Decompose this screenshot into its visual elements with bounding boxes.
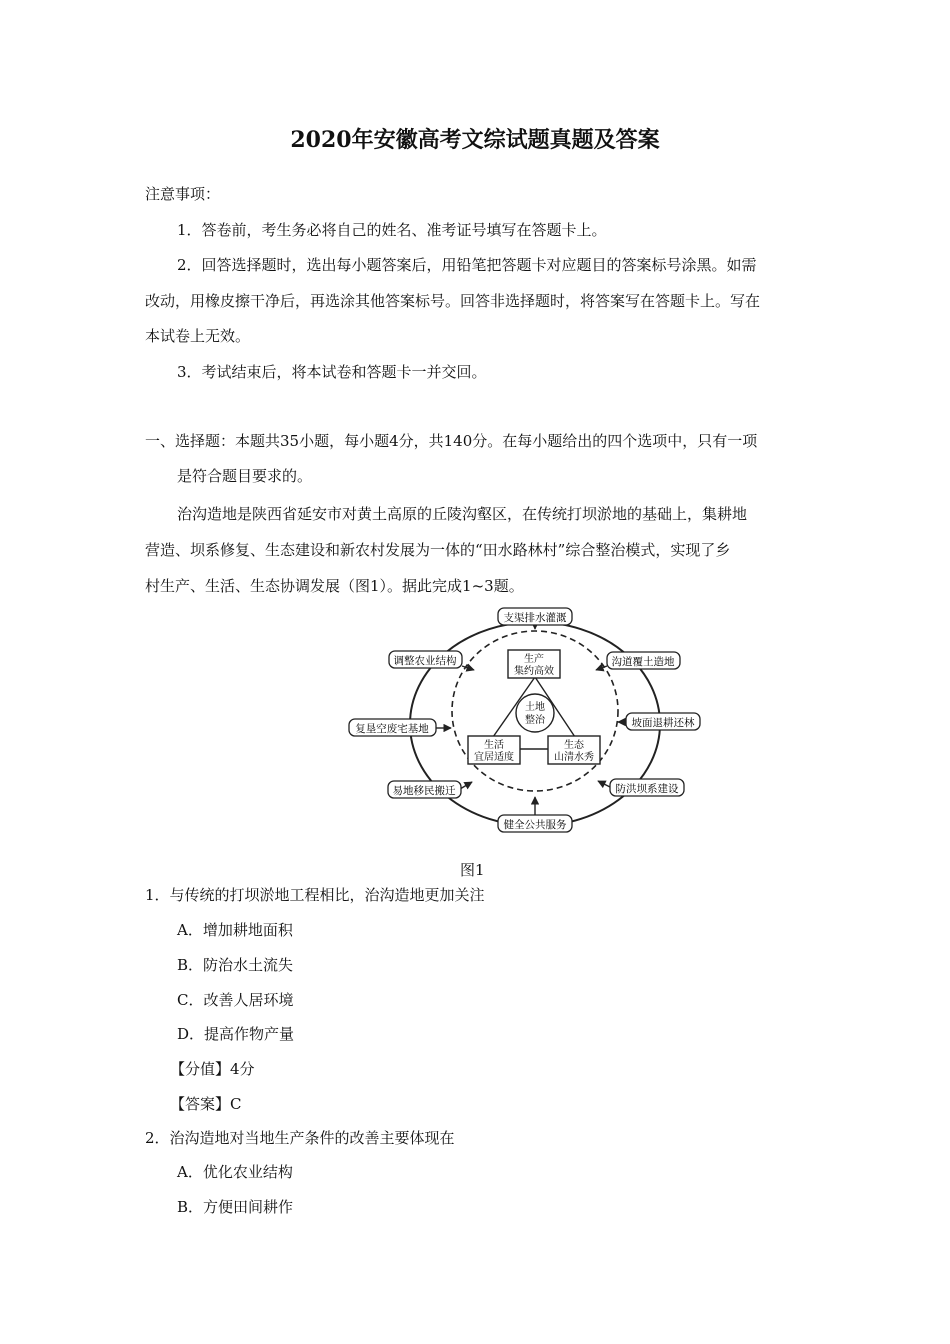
label-top: 支渠排水灌溉 <box>503 612 567 624</box>
question-1-option-b: B．防治水土流失 <box>177 956 294 974</box>
ecology-line-2: 山清水秀 <box>554 752 594 763</box>
question-2-option-b: B．方便田间耕作 <box>177 1198 294 1216</box>
passage-line-1: 治沟造地是陕西省延安市对黄土高原的丘陵沟壑区，在传统打坝淤地的基础上，集耕地 <box>177 505 748 523</box>
notice-item-2-line-1: 2．回答选择题时，选出每小题答案后，用铅笔把答题卡对应题目的答案标号涂黑。如需 <box>177 256 757 274</box>
center-label-line-2: 整治 <box>525 715 545 726</box>
notice-heading: 注意事项： <box>145 185 221 203</box>
question-1-stem: 1．与传统的打坝淤地工程相比，治沟造地更加关注 <box>145 886 485 904</box>
center-label-line-1: 土地 <box>525 702 545 713</box>
question-1-answer: 【答案】C <box>170 1095 242 1113</box>
question-1-option-d: D．提高作物产量 <box>177 1025 295 1043</box>
label-right: 坡面退耕还林 <box>631 717 695 729</box>
label-upper-left: 调整农业结构 <box>393 655 457 667</box>
ecology-line-1: 生态 <box>564 740 584 751</box>
section-heading-line-2: 是符合题目要求的。 <box>177 467 313 485</box>
production-line-1: 生产 <box>524 654 544 665</box>
passage-line-3: 村生产、生活、生态协调发展（图1）。据此完成1~3题。 <box>145 577 524 595</box>
life-line-1: 生活 <box>484 740 504 751</box>
label-left: 复垦空废宅基地 <box>355 723 429 735</box>
page-title: 2020年安徽高考文综试题真题及答案 <box>290 127 660 153</box>
notice-item-3: 3．考试结束后，将本试卷和答题卡一并交回。 <box>177 363 487 381</box>
figure-caption: 图1 <box>460 861 485 879</box>
question-2-stem: 2．治沟造地对当地生产条件的改善主要体现在 <box>145 1129 455 1147</box>
notice-item-1: 1．答卷前，考生务必将自己的姓名、准考证号填写在答题卡上。 <box>177 221 607 239</box>
question-1-score: 【分值】4分 <box>170 1060 255 1078</box>
label-upper-right: 沟道覆土造地 <box>611 656 675 668</box>
question-1-option-a: A．增加耕地面积 <box>177 921 293 939</box>
notice-item-2-line-2: 改动，用橡皮擦干净后，再选涂其他答案标号。回答非选择题时，将答案写在答题卡上。写在 <box>145 292 761 310</box>
life-line-2: 宜居适度 <box>474 752 514 763</box>
label-bottom: 健全公共服务 <box>503 819 567 831</box>
question-2-option-a: A．优化农业结构 <box>177 1163 293 1181</box>
notice-item-2-line-3: 本试卷上无效。 <box>145 327 251 345</box>
question-1-option-c: C．改善人居环境 <box>177 991 294 1009</box>
figure-1-diagram <box>340 600 710 842</box>
label-lower-right: 防洪坝系建设 <box>615 783 679 795</box>
center-circle <box>516 694 554 732</box>
production-line-2: 集约高效 <box>514 666 554 677</box>
section-heading-line-1: 一、选择题：本题共35小题，每小题4分，共140分。在每小题给出的四个选项中，只有一项 <box>145 432 758 450</box>
label-lower-left: 易地移民搬迁 <box>392 785 456 797</box>
passage-line-2: 营造、坝系修复、生态建设和新农村发展为一体的“田水路林村”综合整治模式，实现了乡 <box>145 541 731 559</box>
